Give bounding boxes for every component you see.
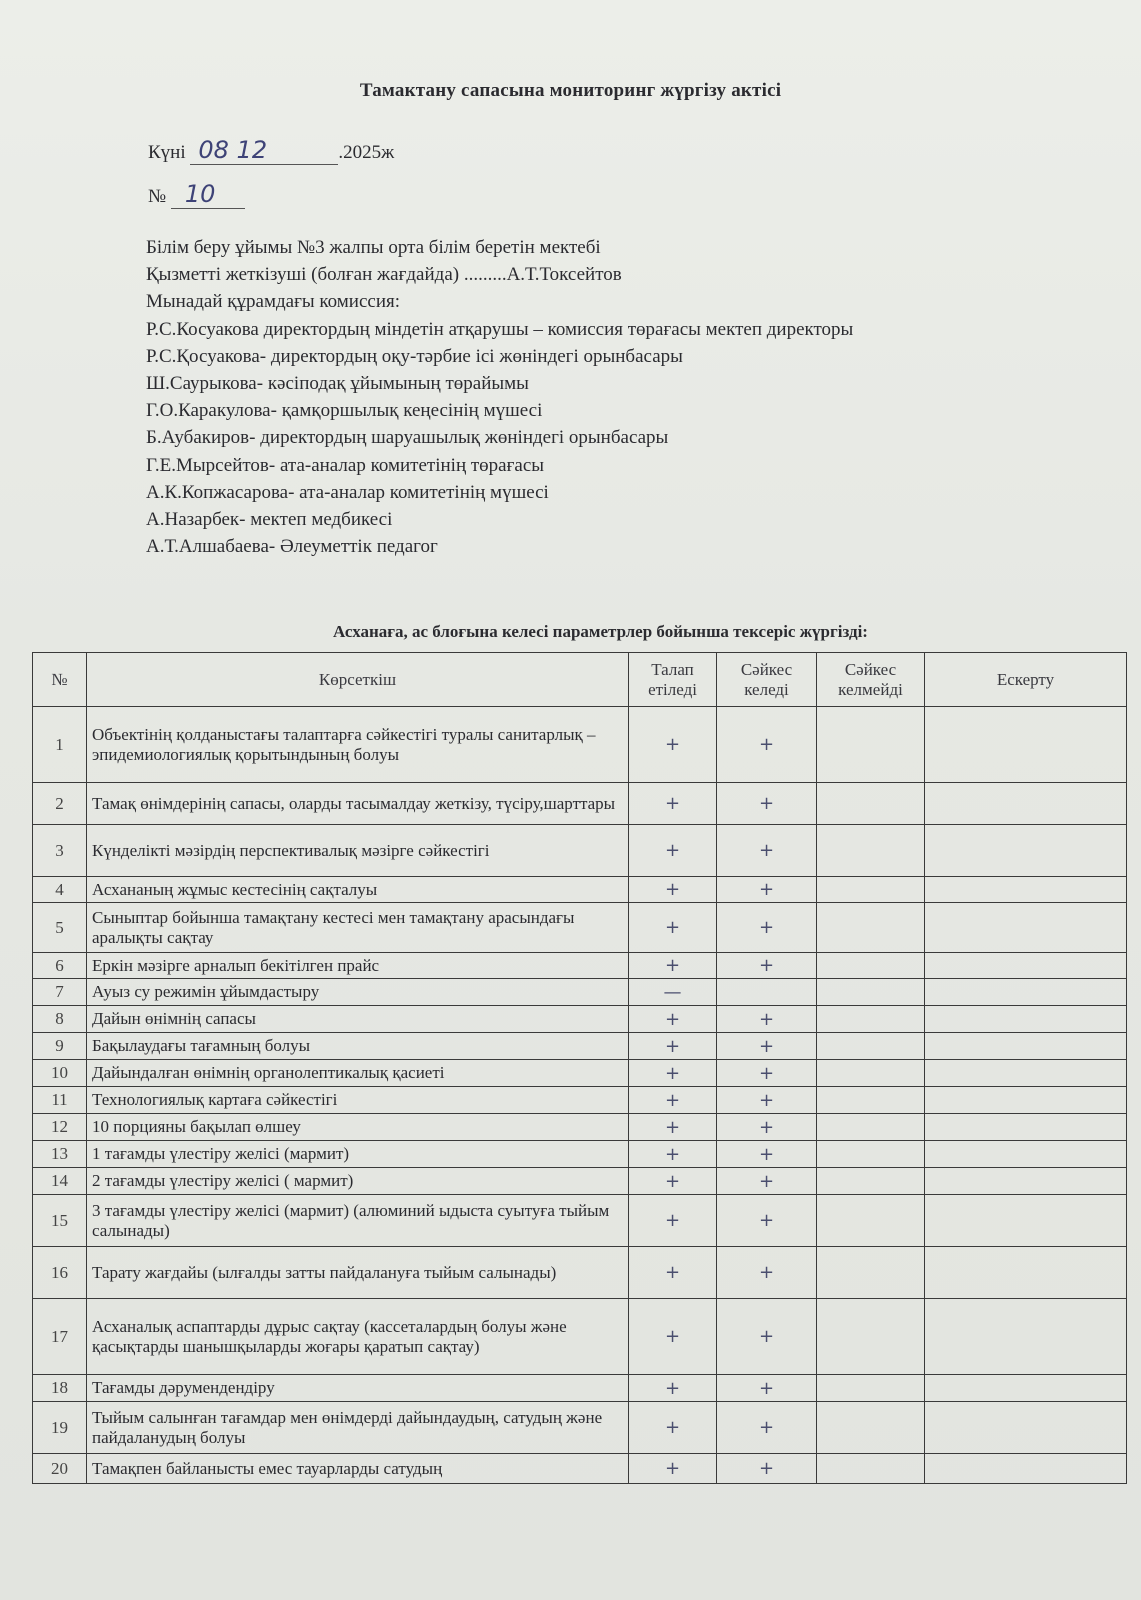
row-indicator: Дайын өнімнің сапасы <box>87 1006 629 1033</box>
table-row <box>33 1454 1127 1484</box>
table-row <box>33 1006 1127 1033</box>
row-number: 1 <box>33 707 87 783</box>
header-indicator: Көрсеткіш <box>87 653 629 707</box>
row-required-mark: + <box>629 1006 717 1033</box>
document-title: Тамактану сапасына мониторинг жүргізу актісі <box>359 80 782 101</box>
row-required-mark: + <box>629 783 717 825</box>
row-number: 14 <box>33 1168 87 1195</box>
row-required-mark: + <box>629 707 717 783</box>
row-number: 13 <box>33 1141 87 1168</box>
row-complies-mark: + <box>717 1060 817 1087</box>
date-line <box>148 136 394 165</box>
table-row <box>33 1247 1127 1299</box>
row-indicator: Тамақ өнімдерінің сапасы, оларды тасымалдау жеткізу, түсіру,шарттары <box>87 783 629 825</box>
info-line: Р.С.Косуакова директордың міндетін атқарушы – комиссия төрағасы мектеп директоры <box>146 318 854 340</box>
row-required-mark: + <box>629 825 717 877</box>
row-indicator: 1 тағамды үлестіру желісі (мармит) <box>87 1141 629 1168</box>
row-number: 3 <box>33 825 87 877</box>
row-not-complies-mark <box>817 1375 925 1402</box>
row-indicator: Объектінің қолданыстағы талаптарға сәйкестігі туралы санитарлық – эпидемиологиялық қорытындының болуы <box>87 707 629 783</box>
row-not-complies-mark <box>817 1114 925 1141</box>
info-line: Білім беру ұйымы №3 жалпы орта білім беретін мектебі <box>146 237 601 258</box>
table-row <box>33 1375 1127 1402</box>
table-row <box>33 1114 1127 1141</box>
row-complies-mark: + <box>717 1141 817 1168</box>
header-note: Ескерту <box>925 653 1127 707</box>
row-note <box>925 1454 1127 1484</box>
row-complies-mark: + <box>717 1168 817 1195</box>
header-not-complies: Сәйкес келмейді <box>817 653 925 707</box>
row-indicator: Тамақпен байланысты емес тауарларды сатудың <box>87 1454 629 1484</box>
table-row <box>33 903 1127 953</box>
info-line: Қызметті жеткізуші (болған жағдайда) .........А.Т.Токсейтов <box>146 264 622 286</box>
row-indicator: Асхананың жұмыс кестесінің сақталуы <box>87 877 629 903</box>
row-required-mark: + <box>629 1168 717 1195</box>
info-line: Г.Е.Мырсейтов- ата-аналар комитетінің төрағасы <box>146 454 545 476</box>
row-note <box>925 707 1127 783</box>
table-row <box>33 783 1127 825</box>
row-complies-mark <box>717 979 817 1006</box>
number-handwritten: 10 <box>171 180 245 209</box>
row-number: 16 <box>33 1247 87 1299</box>
info-line: А.Т.Алшабаева- Әлеуметтік педагог <box>146 536 438 558</box>
number-line <box>148 180 245 209</box>
row-note <box>925 1299 1127 1375</box>
row-indicator: Тағамды дәрумендендіру <box>87 1375 629 1402</box>
row-number: 15 <box>33 1195 87 1247</box>
row-indicator: Ауыз су режимін ұйымдастыру <box>87 979 629 1006</box>
info-line: А.Назарбек- мектеп медбикесі <box>146 509 393 531</box>
row-required-mark: + <box>629 1454 717 1484</box>
info-line: Р.С.Қосуакова- директордың оқу-тәрбие ісі жөніндегі орынбасары <box>146 345 683 367</box>
row-not-complies-mark <box>817 1006 925 1033</box>
row-number: 12 <box>33 1114 87 1141</box>
info-line: Мынадай құрамдағы комиссия: <box>146 291 401 313</box>
parameters-table <box>32 652 1127 1484</box>
row-not-complies-mark <box>817 1168 925 1195</box>
row-not-complies-mark <box>817 1033 925 1060</box>
row-complies-mark: + <box>717 1114 817 1141</box>
row-complies-mark: + <box>717 1375 817 1402</box>
row-complies-mark: + <box>717 825 817 877</box>
row-not-complies-mark <box>817 707 925 783</box>
row-note <box>925 1402 1127 1454</box>
row-complies-mark: + <box>717 783 817 825</box>
row-complies-mark: + <box>717 1299 817 1375</box>
row-complies-mark: + <box>717 1006 817 1033</box>
row-complies-mark: + <box>717 707 817 783</box>
row-note <box>925 1375 1127 1402</box>
table-row <box>33 1087 1127 1114</box>
date-year: .2025ж <box>338 142 395 163</box>
row-not-complies-mark <box>817 953 925 979</box>
row-complies-mark: + <box>717 903 817 953</box>
row-indicator: Еркін мәзірге арналып бекітілген прайс <box>87 953 629 979</box>
row-not-complies-mark <box>817 1247 925 1299</box>
row-required-mark: + <box>629 1247 717 1299</box>
row-indicator: Тарату жағдайы (ылғалды затты пайдалануға тыйым салынады) <box>87 1247 629 1299</box>
row-note <box>925 825 1127 877</box>
table-row <box>33 979 1127 1006</box>
row-complies-mark: + <box>717 1454 817 1484</box>
row-not-complies-mark <box>817 1299 925 1375</box>
row-required-mark: + <box>629 1060 717 1087</box>
row-number: 7 <box>33 979 87 1006</box>
row-not-complies-mark <box>817 1402 925 1454</box>
row-required-mark: + <box>629 1299 717 1375</box>
row-complies-mark: + <box>717 1247 817 1299</box>
row-indicator: Сыныптар бойынша тамақтану кестесі мен тамақтану арасындағы аралықты сақтау <box>87 903 629 953</box>
row-indicator: Бақылаудағы тағамның болуы <box>87 1033 629 1060</box>
row-note <box>925 1247 1127 1299</box>
row-required-mark: + <box>629 1087 717 1114</box>
row-not-complies-mark <box>817 1141 925 1168</box>
row-required-mark: + <box>629 953 717 979</box>
row-number: 2 <box>33 783 87 825</box>
table-row <box>33 1168 1127 1195</box>
table-row <box>33 953 1127 979</box>
row-not-complies-mark <box>817 783 925 825</box>
row-indicator: Тыйым салынған тағамдар мен өнімдерді дайындаудың, сатудың және пайдаланудың болуы <box>87 1402 629 1454</box>
row-indicator: Күнделікті мәзірдің перспективалық мәзірге сәйкестігі <box>87 825 629 877</box>
row-note <box>925 1087 1127 1114</box>
table-row <box>33 825 1127 877</box>
row-complies-mark: + <box>717 953 817 979</box>
date-label: Күні <box>148 142 186 163</box>
info-line: Ш.Саурыкова- кәсіподақ ұйымының төрайымы <box>146 373 529 395</box>
row-note <box>925 1114 1127 1141</box>
row-note <box>925 1060 1127 1087</box>
info-line: Г.О.Каракулова- қамқоршылық кеңесінің мүшесі <box>146 400 543 422</box>
number-label: № <box>148 186 167 207</box>
row-required-mark: + <box>629 1195 717 1247</box>
row-number: 17 <box>33 1299 87 1375</box>
row-indicator: Дайындалған өнімнің органолептикалық қасиеті <box>87 1060 629 1087</box>
row-complies-mark: + <box>717 1195 817 1247</box>
row-number: 9 <box>33 1033 87 1060</box>
row-required-mark: + <box>629 1033 717 1060</box>
row-complies-mark: + <box>717 877 817 903</box>
row-number: 18 <box>33 1375 87 1402</box>
row-complies-mark: + <box>717 1087 817 1114</box>
row-required-mark: + <box>629 877 717 903</box>
row-indicator: 2 тағамды үлестіру желісі ( мармит) <box>87 1168 629 1195</box>
date-handwritten: 08 12 <box>190 136 338 165</box>
row-required-mark: + <box>629 903 717 953</box>
row-not-complies-mark <box>817 1195 925 1247</box>
table-row <box>33 1060 1127 1087</box>
table-row <box>33 1299 1127 1375</box>
row-required-mark: + <box>629 1402 717 1454</box>
table-row <box>33 877 1127 903</box>
info-line: Б.Аубакиров- директордың шаруашылық жөніндегі орынбасары <box>146 427 669 449</box>
table-row <box>33 1402 1127 1454</box>
row-indicator: Асханалық аспаптарды дұрыс сақтау (кассеталардың болуы және қасықтарды шанышқыларды жоғары қаратып сақтау) <box>87 1299 629 1375</box>
row-note <box>925 1141 1127 1168</box>
row-note <box>925 1006 1127 1033</box>
row-note <box>925 979 1127 1006</box>
header-num: № <box>33 653 87 707</box>
row-note <box>925 903 1127 953</box>
row-note <box>925 953 1127 979</box>
row-complies-mark: + <box>717 1402 817 1454</box>
row-required-mark: + <box>629 1114 717 1141</box>
row-not-complies-mark <box>817 1060 925 1087</box>
table-row <box>33 1195 1127 1247</box>
row-note <box>925 783 1127 825</box>
row-number: 10 <box>33 1060 87 1087</box>
row-required-mark: + <box>629 1141 717 1168</box>
row-not-complies-mark <box>817 1087 925 1114</box>
table-header-row <box>33 653 1127 707</box>
row-required-mark: — <box>629 979 717 1006</box>
row-required-mark: + <box>629 1375 717 1402</box>
table-row <box>33 1033 1127 1060</box>
row-number: 20 <box>33 1454 87 1484</box>
row-not-complies-mark <box>817 825 925 877</box>
commission-info <box>146 234 853 560</box>
row-note <box>925 877 1127 903</box>
row-complies-mark: + <box>717 1033 817 1060</box>
row-note <box>925 1033 1127 1060</box>
row-number: 6 <box>33 953 87 979</box>
row-not-complies-mark <box>817 877 925 903</box>
row-indicator: 10 порцияны бақылап өлшеу <box>87 1114 629 1141</box>
header-complies: Сәйкес келеді <box>717 653 817 707</box>
row-note <box>925 1195 1127 1247</box>
table-row <box>33 1141 1127 1168</box>
table-body <box>33 707 1127 1484</box>
row-not-complies-mark <box>817 1454 925 1484</box>
row-note <box>925 1168 1127 1195</box>
row-number: 19 <box>33 1402 87 1454</box>
row-number: 8 <box>33 1006 87 1033</box>
row-not-complies-mark <box>817 979 925 1006</box>
row-indicator: Технологиялық картаға сәйкестігі <box>87 1087 629 1114</box>
table-row <box>33 707 1127 783</box>
row-number: 11 <box>33 1087 87 1114</box>
row-number: 5 <box>33 903 87 953</box>
table-title: Асханаға, ас блоғына келесі параметрлер бойынша тексеріс жүргізді: <box>333 622 868 641</box>
row-not-complies-mark <box>817 903 925 953</box>
row-indicator: 3 тағамды үлестіру желісі (мармит) (алюминий ыдыста суытуға тыйым салынады) <box>87 1195 629 1247</box>
row-number: 4 <box>33 877 87 903</box>
header-required: Талап етіледі <box>629 653 717 707</box>
info-line: А.К.Копжасарова- ата-аналар комитетінің мүшесі <box>146 481 549 503</box>
